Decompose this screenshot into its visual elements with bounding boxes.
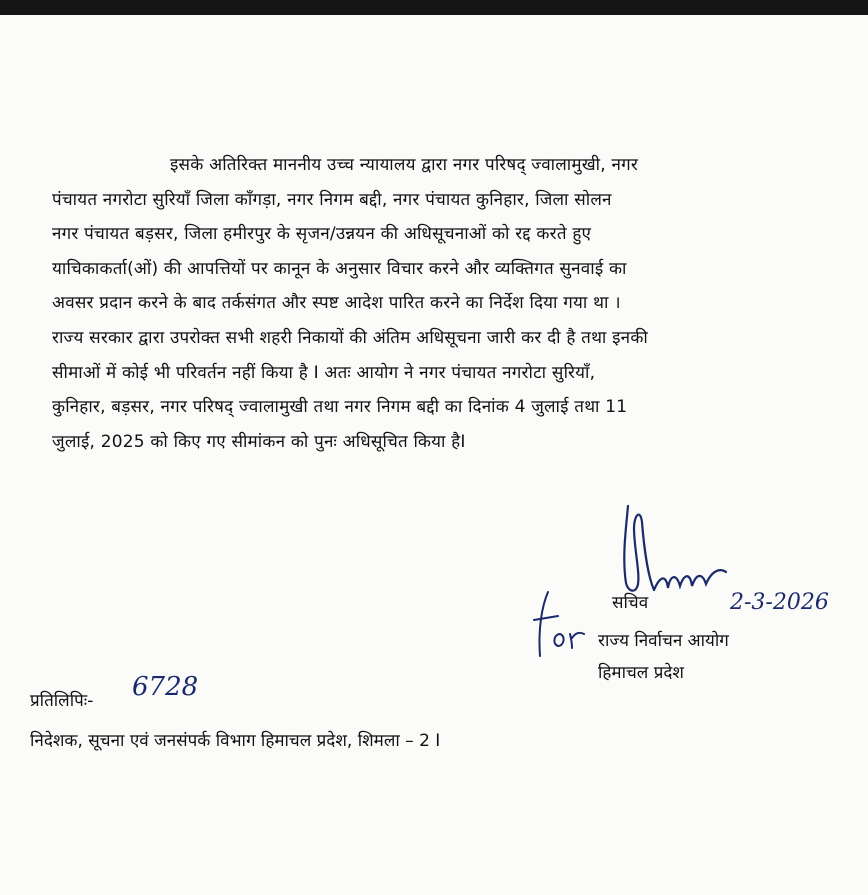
paragraph-line: पंचायत नगरोटा सुरियाँ जिला काँगड़ा, नगर निगम बद्दी, नगर पंचायत कुनिहार, जिला सोलन xyxy=(52,189,612,210)
paragraph-line: जुलाई, 2025 को किए गए सीमांकन को पुनः अधिसूचित किया हैI xyxy=(52,431,466,452)
paragraph-line: सीमाओं में कोई भी परिवर्तन नहीं किया है I अतः आयोग ने नगर पंचायत नगरोटा सुरियाँ, xyxy=(52,362,596,383)
paragraph-line: नगर पंचायत बड़सर, जिला हमीरपुर के सृजन/उन्नयन की अधिसूचनाओं को रद्द करते हुए xyxy=(52,224,592,245)
copy-label: प्रतिलिपिः- xyxy=(30,691,94,711)
top-dark-bar xyxy=(0,0,868,15)
organization-name: राज्य निर्वाचन आयोग xyxy=(598,631,729,651)
paragraph-line: राज्य सरकार द्वारा उपरोक्त सभी शहरी निकायों की अंतिम अधिसूचना जारी कर दी है तथा इनकी xyxy=(52,327,648,348)
main-paragraph xyxy=(52,148,850,459)
paragraph-line: अवसर प्रदान करने के बाद तर्कसंगत और स्पष्ट आदेश पारित करने का निर्देश दिया गया था । xyxy=(52,293,621,314)
paragraph-line: कुनिहार, बड़सर, नगर परिषद् ज्वालामुखी तथा नगर निगम बद्दी का दिनांक 4 जुलाई तथा 11 xyxy=(52,397,628,418)
paragraph-line: इसके अतिरिक्त माननीय उच्च न्यायालय द्वारा नगर परिषद् ज्वालामुखी, नगर xyxy=(170,155,639,175)
handwritten-date: 2-3-2026 xyxy=(730,590,829,615)
designation: सचिव xyxy=(612,593,649,613)
signature-block xyxy=(530,488,860,698)
paragraph-line: याचिकाकर्ता(ओं) की आपत्तियों पर कानून के अनुसार विचार करने और व्यक्तिगत सुनवाई का xyxy=(52,258,627,279)
copy-recipient: निदेशक, सूचना एवं जनसंपर्क विभाग हिमाचल प्रदेश, शिमला – 2 I xyxy=(30,731,441,751)
state-name: हिमाचल प्रदेश xyxy=(598,663,684,683)
handwritten-copy-number: 6728 xyxy=(132,672,199,702)
